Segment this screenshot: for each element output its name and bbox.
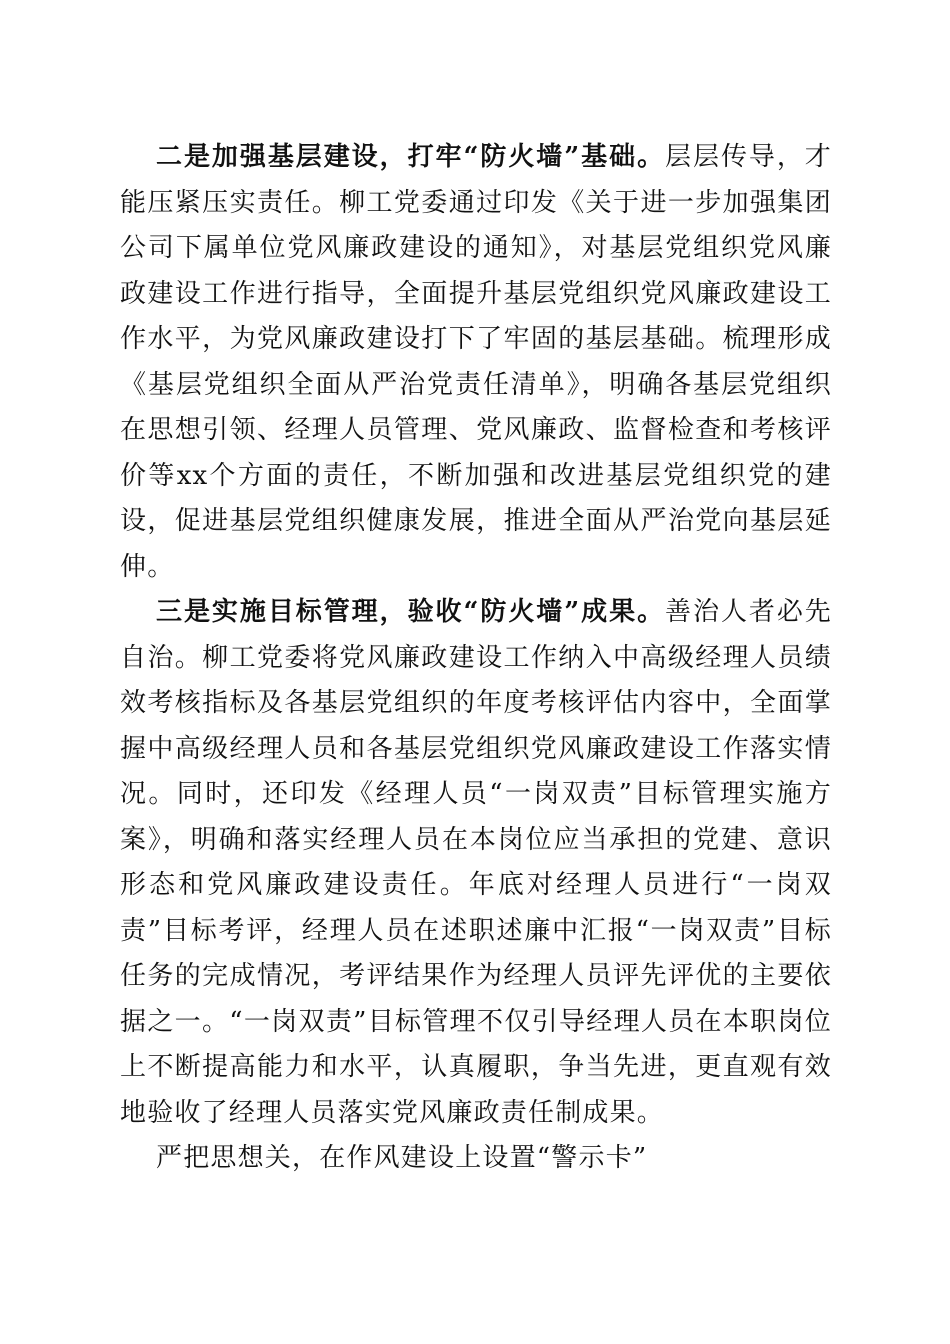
paragraph-lead: 二是加强基层建设，打牢“防火墙”基础。 xyxy=(156,142,666,172)
paragraph-body: 层层传导，才能压紧压实责任。柳工党委通过印发《关于进一步加强集团公司下属单位党风廉政建设的通知》，对基层党组织党风廉政建设工作进行指导，全面提升基层党组织党风廉政建设工作水平，为党风廉政建设打下了牢固的基层基础。梳理形成《基层党组织全面从严治党责任清单》，明确各基层党组织在思想引领、经理人员管理、党风廉政、监督检查和考核评价等xx个方面的责任，不断加强和改进基层党组织党的建设，促进基层党组织健康发展，推进全面从严治党向基层延伸。 xyxy=(120,142,832,582)
paragraph-strengthen-grassroots xyxy=(120,135,832,590)
paragraph-lead: 三是实施目标管理，验收“防火墙”成果。 xyxy=(156,597,666,627)
paragraph-body: 善治人者必先自治。柳工党委将党风廉政建设工作纳入中高级经理人员绩效考核指标及各基层党组织的年度考核评估内容中，全面掌握中高级经理人员和各基层党组织党风廉政建设工作落实情况。同时，还印发《经理人员“一岗双责”目标管理实施方案》，明确和落实经理人员在本岗位应当承担的党建、意识形态和党风廉政建设责任。年底对经理人员进行“一岗双责”目标考评，经理人员在述职述廉中汇报“一岗双责”目标任务的完成情况，考评结果作为经理人员评先评优的主要依据之一。“一岗双责”目标管理不仅引导经理人员在本职岗位上不断提高能力和水平，认真履职，争当先进，更直观有效地验收了经理人员落实党风廉政责任制成果。 xyxy=(120,597,832,1128)
document-body xyxy=(120,135,832,1182)
paragraph-target-management xyxy=(120,590,832,1136)
paragraph-body: 严把思想关，在作风建设上设置“警示卡” xyxy=(156,1143,648,1173)
paragraph-section-heading xyxy=(120,1136,832,1182)
